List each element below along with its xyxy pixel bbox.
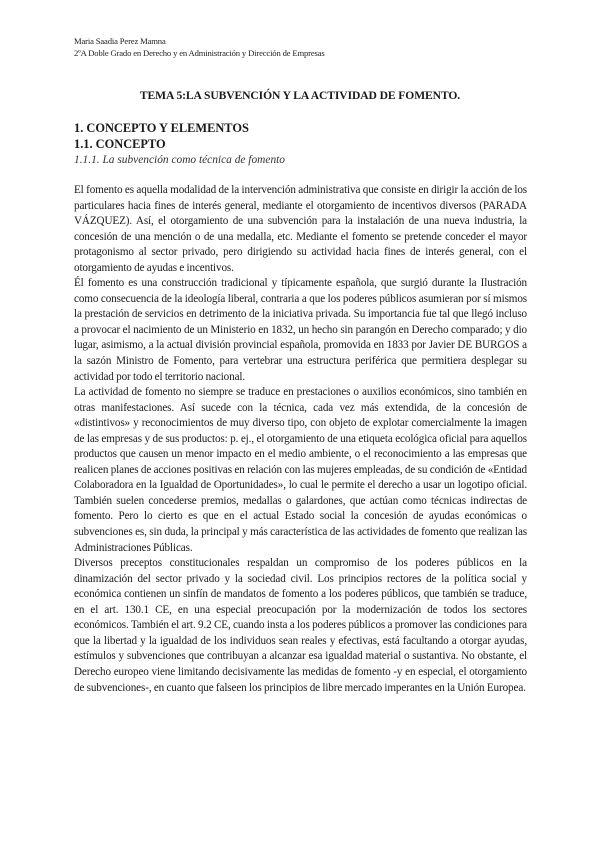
section-heading-1-1-1: 1.1.1. La subvención como técnica de fomento [74,154,285,166]
paragraph-4: Diversos preceptos constitucionales respaldan un compromiso de los poderes públicos en la dinamización del sector privado y la sociedad civil. Los principios rectores de la política social y económica contienen un sinfín de mandatos de fomento a los poderes públicos, que también se traduce, en el art. 130.1 CE, en una especial preocupación por la modernización de todos los sectores económicos. También el art. 9.2 CE, cuando insta a los poderes públicos a promover las condiciones para que la libertad y la igualdad de los individuos sean reales y efectivas, está facultando a otorgar ayudas, estímulos y subvenciones que contribuyan a alcanzar esa igualdad material o sustantiva. No obstante, el Derecho europeo viene limitando decisivamente las medidas de fomento -y en especial, el otorgamiento de subvenciones-, en cuanto que falseen los principios de libre mercado imperantes en la Unión Europea. [74,557,527,694]
paragraph-3: La actividad de fomento no siempre se traduce en prestaciones o auxilios económicos, sino también en otras manifestaciones. Así sucede con la técnica, cada vez más extendida, de la concesión de «distintivos» y reconocimientos de muy diverso tipo, con objeto de explotar comercialmente la imagen de las empresas y de sus productos: p. ej., el otorgamiento de una etiqueta ecológica oficial para aquellos productos que causen un menor impacto en el medio ambiente, o el reconocimiento a las empresas que realicen planes de acciones positivas en relación con las mujeres empleadas, de su condición de «Entidad Colaboradora en la Igualdad de Oportunidades», lo cual le permite el derecho a usar un logotipo oficial. También suelen concederse premios, medallas o galardones, que actúan como técnicas indirectas de fomento. Pero lo cierto es que en el actual Estado social la concesión de ayudas económicas o subvenciones es, sin duda, la principal y más característica de las actividades de fomento que realizan las Administraciones Públicas. [74,386,527,554]
section-heading-1-1: 1.1. CONCEPTO [74,137,166,151]
author-name: Maria Saadia Perez Mamna [74,36,166,46]
document-title: TEMA 5:LA SUBVENCIÓN Y LA ACTIVIDAD DE FOMENTO. [139,89,461,102]
course-name: 2ºA Doble Grado en Derecho y en Administración y Dirección de Empresas [74,47,325,58]
section-heading-1: 1. CONCEPTO Y ELEMENTOS [74,121,249,135]
paragraph-1: El fomento es aquella modalidad de la intervención administrativa que consiste en dirigir la acción de los particulares hacia fines de interés general, mediante el otorgamiento de incentivos diversos (PARADA VÁZQUEZ). Así, el otorgamiento de una subvención para la instalación de una nueva industria, la concesión de una mención o de una medalla, etc. Mediante el fomento se pretende conceder el mayor protagonismo al sector privado, pero dirigiendo su actividad hacia fines de interés general, con el otorgamiento de ayudas e incentivos. [74,184,527,274]
paragraph-2: Él fomento es una construcción tradicional y típicamente española, que surgió durante la Ilustración como consecuencia de la ideología liberal, contraria a que los poderes públicos asumieran por sí mismos la prestación de servicios en detrimento de la iniciativa privada. Su importancia fue tal que llegó incluso a provocar el nacimiento de un Ministerio en 1832, un hecho sin parangón en Derecho comparado; y dio lugar, asimismo, a la actual división provincial española, promovida en 1833 por Javier DE BURGOS a la sazón Ministro de Fomento, para vertebrar una estructura periférica que permitiera desplegar su actividad por todo el territorio nacional. [74,277,527,383]
document-body [74,183,527,696]
page-header [74,36,325,59]
